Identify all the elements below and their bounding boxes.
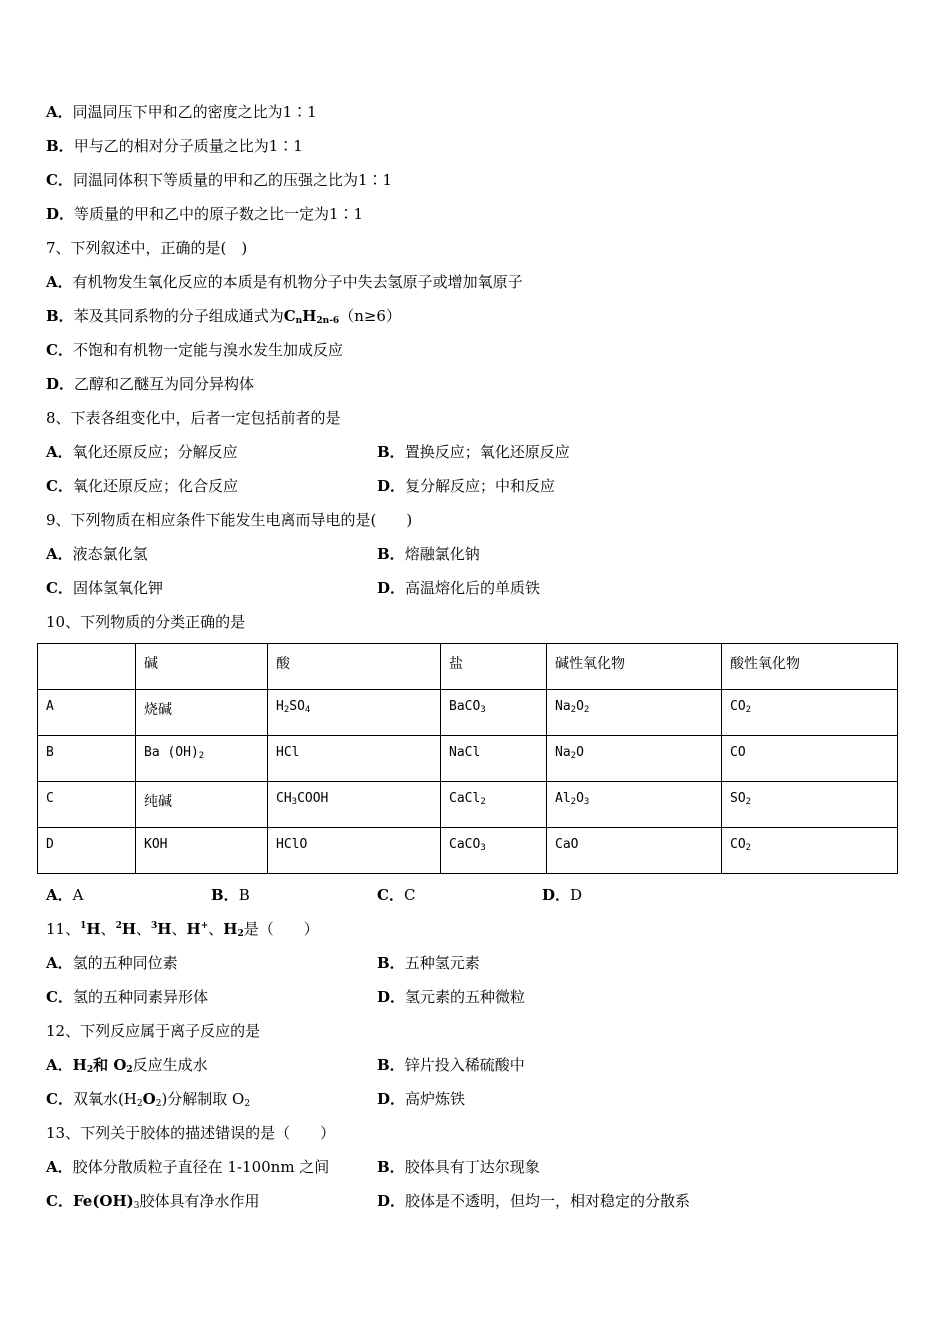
base-cell: 纯碱	[136, 782, 268, 828]
basic-oxide-cell: $Na_2O_2$	[547, 690, 722, 736]
row-id: A	[38, 690, 136, 736]
table-header-cell	[38, 644, 136, 690]
q6-option-b: B．甲与乙的相对分子质量之比为1∶1	[46, 137, 303, 155]
table-header-cell: 碱性氧化物	[547, 644, 722, 690]
q12-option-d: D．高炉炼铁	[377, 1090, 466, 1108]
classification-table	[37, 643, 898, 874]
table-header-cell: 碱	[136, 644, 268, 690]
table-row	[38, 690, 898, 736]
row-id: C	[38, 782, 136, 828]
acid-cell: $H_2SO_4$	[268, 690, 441, 736]
q13-option-b: B．胶体具有丁达尔现象	[377, 1158, 540, 1176]
q11-option-b: B．五种氢元素	[377, 954, 480, 972]
acid-cell: $CH_3COOH$	[268, 782, 441, 828]
q6-option-a: A．同温同压下甲和乙的密度之比为1∶1	[46, 103, 317, 121]
q12-option-a: A．$H_2$和 $O_2$反应生成水	[46, 1056, 208, 1075]
acid-oxide-cell: $SO_2$	[722, 782, 898, 828]
q10-option-d: D．D	[542, 886, 583, 904]
q10-option-c: C．C	[377, 886, 416, 904]
base-cell: Ba $(OH)_2$	[136, 736, 268, 782]
basic-oxide-cell: $Na_2O$	[547, 736, 722, 782]
q9-option-a: A．液态氯化氢	[46, 545, 148, 563]
q10-option-b: B．B	[211, 886, 250, 904]
q13-option-c: C．$Fe(OH)_3$胶体具有净水作用	[46, 1192, 260, 1211]
q11-option-d: D．氢元素的五种微粒	[377, 988, 526, 1006]
table-header-cell: 盐	[441, 644, 547, 690]
table-row	[38, 782, 898, 828]
q7-option-c: C．不饱和有机物一定能与溴水发生加成反应	[46, 341, 343, 359]
q11-option-a: A．氢的五种同位素	[46, 954, 178, 972]
q9-option-b: B．熔融氯化钠	[377, 545, 480, 563]
acid-oxide-cell: $CO_2$	[722, 690, 898, 736]
q6-option-d: D．等质量的甲和乙中的原子数之比一定为1∶1	[46, 205, 364, 223]
q9-option-c: C．固体氢氧化钾	[46, 579, 163, 597]
q13-option-a: A．胶体分散质粒子直径在 1-100nm 之间	[46, 1158, 330, 1176]
q8-option-b: B．置换反应；氧化还原反应	[377, 443, 570, 461]
table-header-row	[38, 644, 898, 690]
q7-option-b: B．苯及其同系物的分子组成通式为$C_nH_{2n-6}(n\ge 6)$	[46, 307, 401, 326]
table-header-cell: 酸	[268, 644, 441, 690]
q7-option-a: A．有机物发生氧化反应的本质是有机物分子中失去氢原子或增加氧原子	[46, 273, 523, 291]
q9-option-d: D．高温熔化后的单质铁	[377, 579, 541, 597]
acid-oxide-cell: $CO_2$	[722, 828, 898, 874]
table-row	[38, 828, 898, 874]
salt-cell: NaCl	[441, 736, 547, 782]
q12-option-b: B．锌片投入稀硫酸中	[377, 1056, 525, 1074]
base-cell: KOH	[136, 828, 268, 874]
q10-option-a: A．A	[46, 886, 84, 904]
q11-stem: 11、$^1$H、$^2$H、$^3$H、H+、$H_2$是（ ）	[46, 920, 319, 939]
q7-stem: 7、下列叙述中，正确的是( )	[46, 239, 248, 257]
q9-stem: 9、下列物质在相应条件下能发生电离而导电的是( )	[46, 511, 413, 529]
q8-option-a: A．氧化还原反应；分解反应	[46, 443, 238, 461]
q13-option-d: D．胶体是不透明，但均一，相对稳定的分散系	[377, 1192, 691, 1210]
basic-oxide-cell: CaO	[547, 828, 722, 874]
row-id: D	[38, 828, 136, 874]
salt-cell: CaCO$_3$	[441, 828, 547, 874]
basic-oxide-cell: $Al_2O_3$	[547, 782, 722, 828]
q10-stem: 10、下列物质的分类正确的是	[46, 613, 246, 631]
acid-oxide-cell: CO	[722, 736, 898, 782]
q12-stem: 12、下列反应属于离子反应的是	[46, 1022, 261, 1040]
q7-option-d: D．乙醇和乙醚互为同分异构体	[46, 375, 255, 393]
table-header-cell: 酸性氧化物	[722, 644, 898, 690]
acid-cell: HClO	[268, 828, 441, 874]
q8-option-c: C．氧化还原反应；化合反应	[46, 477, 238, 495]
q6-option-c: C．同温同体积下等质量的甲和乙的压强之比为1∶1	[46, 171, 393, 189]
row-id: B	[38, 736, 136, 782]
q8-stem: 8、下表各组变化中，后者一定包括前者的是	[46, 409, 341, 427]
q11-option-c: C．氢的五种同素异形体	[46, 988, 208, 1006]
q8-option-d: D．复分解反应；中和反应	[377, 477, 556, 495]
q12-option-c: C．双氧水$(H_2O_2)$分解制取 $O_2$	[46, 1090, 251, 1109]
table-row	[38, 736, 898, 782]
q13-stem: 13、下列关于胶体的描述错误的是（ ）	[46, 1124, 336, 1142]
base-cell: 烧碱	[136, 690, 268, 736]
salt-cell: BaCO$_3$	[441, 690, 547, 736]
acid-cell: HCl	[268, 736, 441, 782]
salt-cell: CaCl$_2$	[441, 782, 547, 828]
